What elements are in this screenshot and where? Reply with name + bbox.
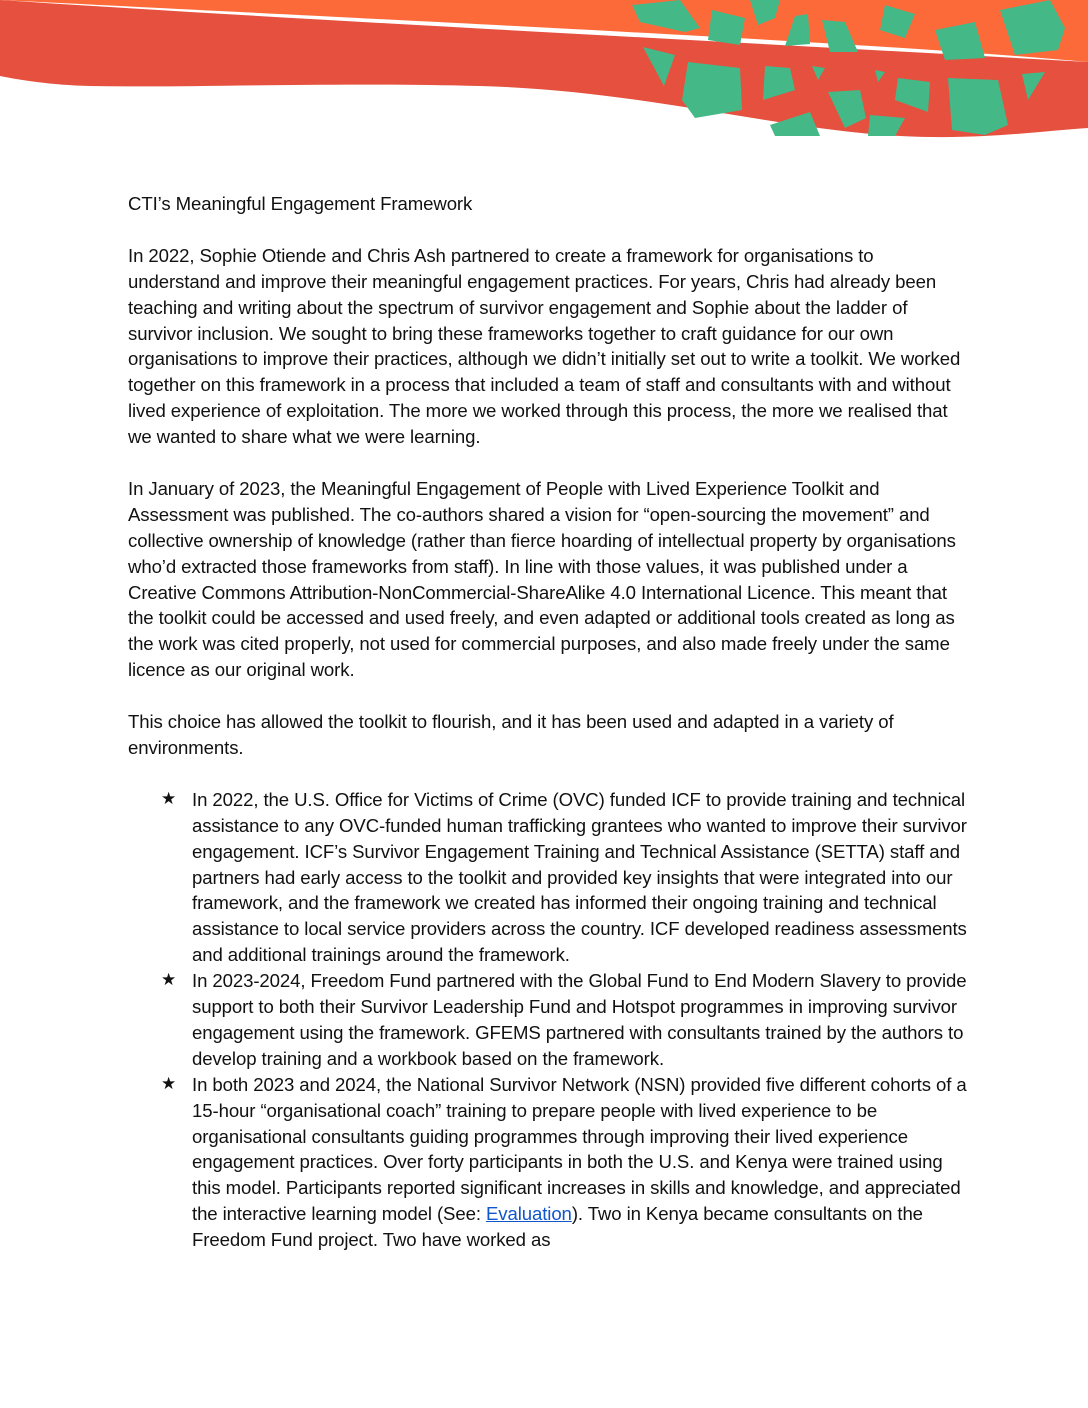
star-bullet-icon: ★ [161, 788, 177, 809]
list-item [161, 1072, 968, 1253]
list-item-text-continued: ). Two in Kenya became consultants on the Freedom Fund project. Two have worked as [192, 1203, 923, 1251]
paragraph-origin: In 2022, Sophie Otiende and Chris Ash partnered to create a framework for organisations to understand and improve their meaningful engagement practices. For years, Chris had already been teaching and writing about the spectrum of survivor engagement and Sophie about the ladder of survivor inclusion. We sought to bring these frameworks together to craft guidance for our own organisations to improve their practices, although we didn’t initially set out to write a toolkit. We worked together on this framework in a process that included a team of staff and consultants with and without lived experience of exploitation. The more we worked through this process, the more we realised that we wanted to share what we were learning. [128, 244, 961, 448]
impact-list [128, 787, 968, 1253]
decorative-header-banner [0, 0, 1088, 145]
list-item [161, 968, 968, 1072]
document-body [128, 191, 968, 1253]
star-bullet-icon: ★ [161, 970, 177, 991]
list-item-text: In both 2023 and 2024, the National Survivor Network (NSN) provided five different cohorts of a 15-hour “organisational coach” training to prepare people with lived experience to be organisational consultants guiding programmes through improving their lived experience engagement practices. Over forty participants in both the U.S. and Kenya were trained using this model. Participants reported significant increases in skills and knowledge, and appreciated the interactive learning model (See: [192, 1073, 967, 1225]
evaluation-link[interactable]: Evaluation [485, 1203, 572, 1225]
list-item-text: In 2022, the U.S. Office for Victims of Crime (OVC) funded ICF to provide training and technical assistance to any OVC-funded human trafficking grantees who wanted to improve their survivor engagement. ICF’s Survivor Engagement Training and Technical Assistance (SETTA) staff and partners had early access to the toolkit and provided key insights that were integrated into our framework, and the framework we created has informed their ongoing training and technical assistance to local service providers across the country. ICF developed readiness assessments and additional trainings around the framework. [192, 788, 967, 966]
list-item [161, 787, 968, 968]
star-bullet-icon: ★ [161, 1073, 177, 1094]
paragraph-publication: In January of 2023, the Meaningful Engagement of People with Lived Experience Toolkit and Assessment was published. The co-authors shared a vision for “open-sourcing the movement” and collective ownership of knowledge (rather than fierce hoarding of intellectual property by organisations who’d extracted those frameworks from staff). In line with those values, it was published under a Creative Commons Attribution-NonCommercial-ShareAlike 4.0 International Licence. This meant that the toolkit could be accessed and used freely, and even adapted or additional tools created as long as the work was cited properly, not used for commercial purposes, and also made freely under the same licence as our original work. [128, 477, 956, 681]
document-title: CTI’s Meaningful Engagement Framework [128, 193, 473, 214]
list-item-text: In 2023-2024, Freedom Fund partnered with the Global Fund to End Modern Slavery to provide support to both their Survivor Leadership Fund and Hotspot programmes in improving survivor engagement using the framework. GFEMS partnered with consultants trained by the authors to develop training and a workbook based on the framework. [192, 970, 967, 1069]
paragraph-impact-intro: This choice has allowed the toolkit to flourish, and it has been used and adapted in a variety of environments. [128, 711, 894, 758]
